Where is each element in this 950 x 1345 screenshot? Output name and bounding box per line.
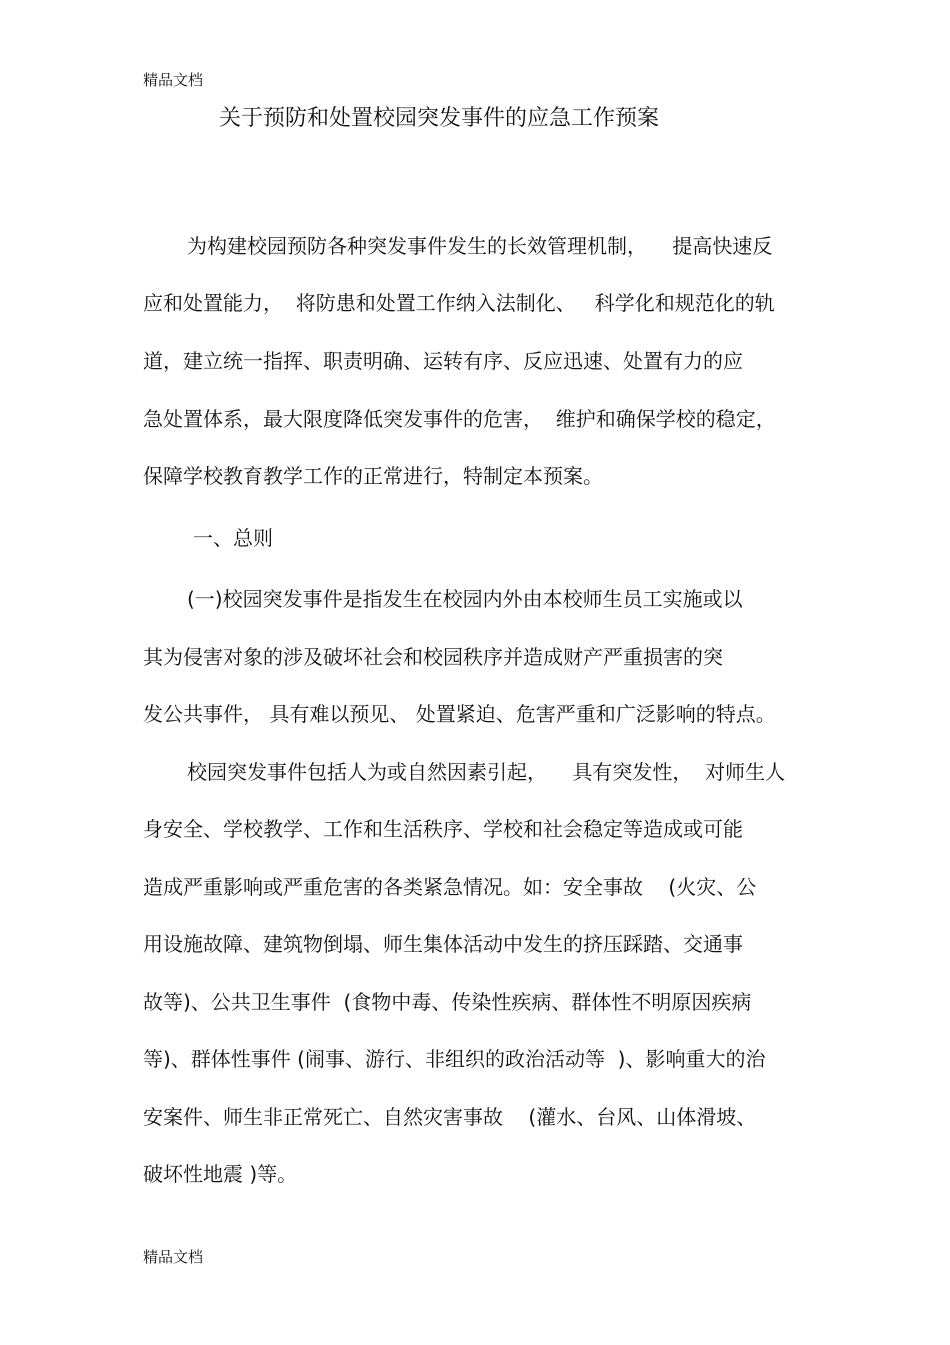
paragraph-line: 造成严重影响或严重危害的各类紧急情况。如：安全事故 (火灾、公 <box>143 875 757 899</box>
page-header-label: 精品文档 <box>143 71 204 89</box>
paragraph-line: 急处置体系，最大限度降低突发事件的危害， 维护和确保学校的稳定， <box>143 407 776 431</box>
paragraph-line: 应和处置能力， 将防患和处置工作纳入法制化、 科学化和规范化的轨 <box>143 291 775 315</box>
paragraph-line: 等)、群体性事件 (闹事、游行、非组织的政治活动等 )、影响重大的治 <box>143 1047 766 1071</box>
paragraph-line: 发公共事件， 具有难以预见、 处置紧迫、危害严重和广泛影响的特点。 <box>143 702 776 726</box>
paragraph-line: 破坏性地震 )等。 <box>143 1162 298 1186</box>
paragraph-line: 校园突发事件包括人为或自然因素引起， 具有突发性， 对师生人 <box>187 760 786 784</box>
paragraph-line: 保障学校教育教学工作的正常进行，特制定本预案。 <box>143 464 603 488</box>
paragraph-line: 道，建立统一指挥、职责明确、运转有序、反应迅速、处置有力的应 <box>143 349 743 373</box>
section-heading: 一、总则 <box>193 526 273 550</box>
page-footer-label: 精品文档 <box>143 1248 204 1266</box>
paragraph-line: 故等)、公共卫生事件 (食物中毒、传染性疾病、群体性不明原因疾病 <box>143 990 752 1014</box>
paragraph-line: 为构建校园预防各种突发事件发生的长效管理机制， 提高快速反 <box>187 234 773 258</box>
paragraph-line: (一)校园突发事件是指发生在校园内外由本校师生员工实施或以 <box>187 587 743 611</box>
paragraph-line: 安案件、师生非正常死亡、自然灾害事故 (灌水、台风、山体滑坡、 <box>143 1105 757 1129</box>
paragraph-line: 身安全、学校教学、工作和生活秩序、学校和社会稳定等造成或可能 <box>143 817 743 841</box>
paragraph-line: 其为侵害对象的涉及破坏社会和校园秩序并造成财产严重损害的突 <box>143 645 723 669</box>
document-title: 关于预防和处置校园突发事件的应急工作预案 <box>219 106 660 131</box>
paragraph-line: 用设施故障、建筑物倒塌、师生集体活动中发生的挤压踩踏、交通事 <box>143 932 743 956</box>
